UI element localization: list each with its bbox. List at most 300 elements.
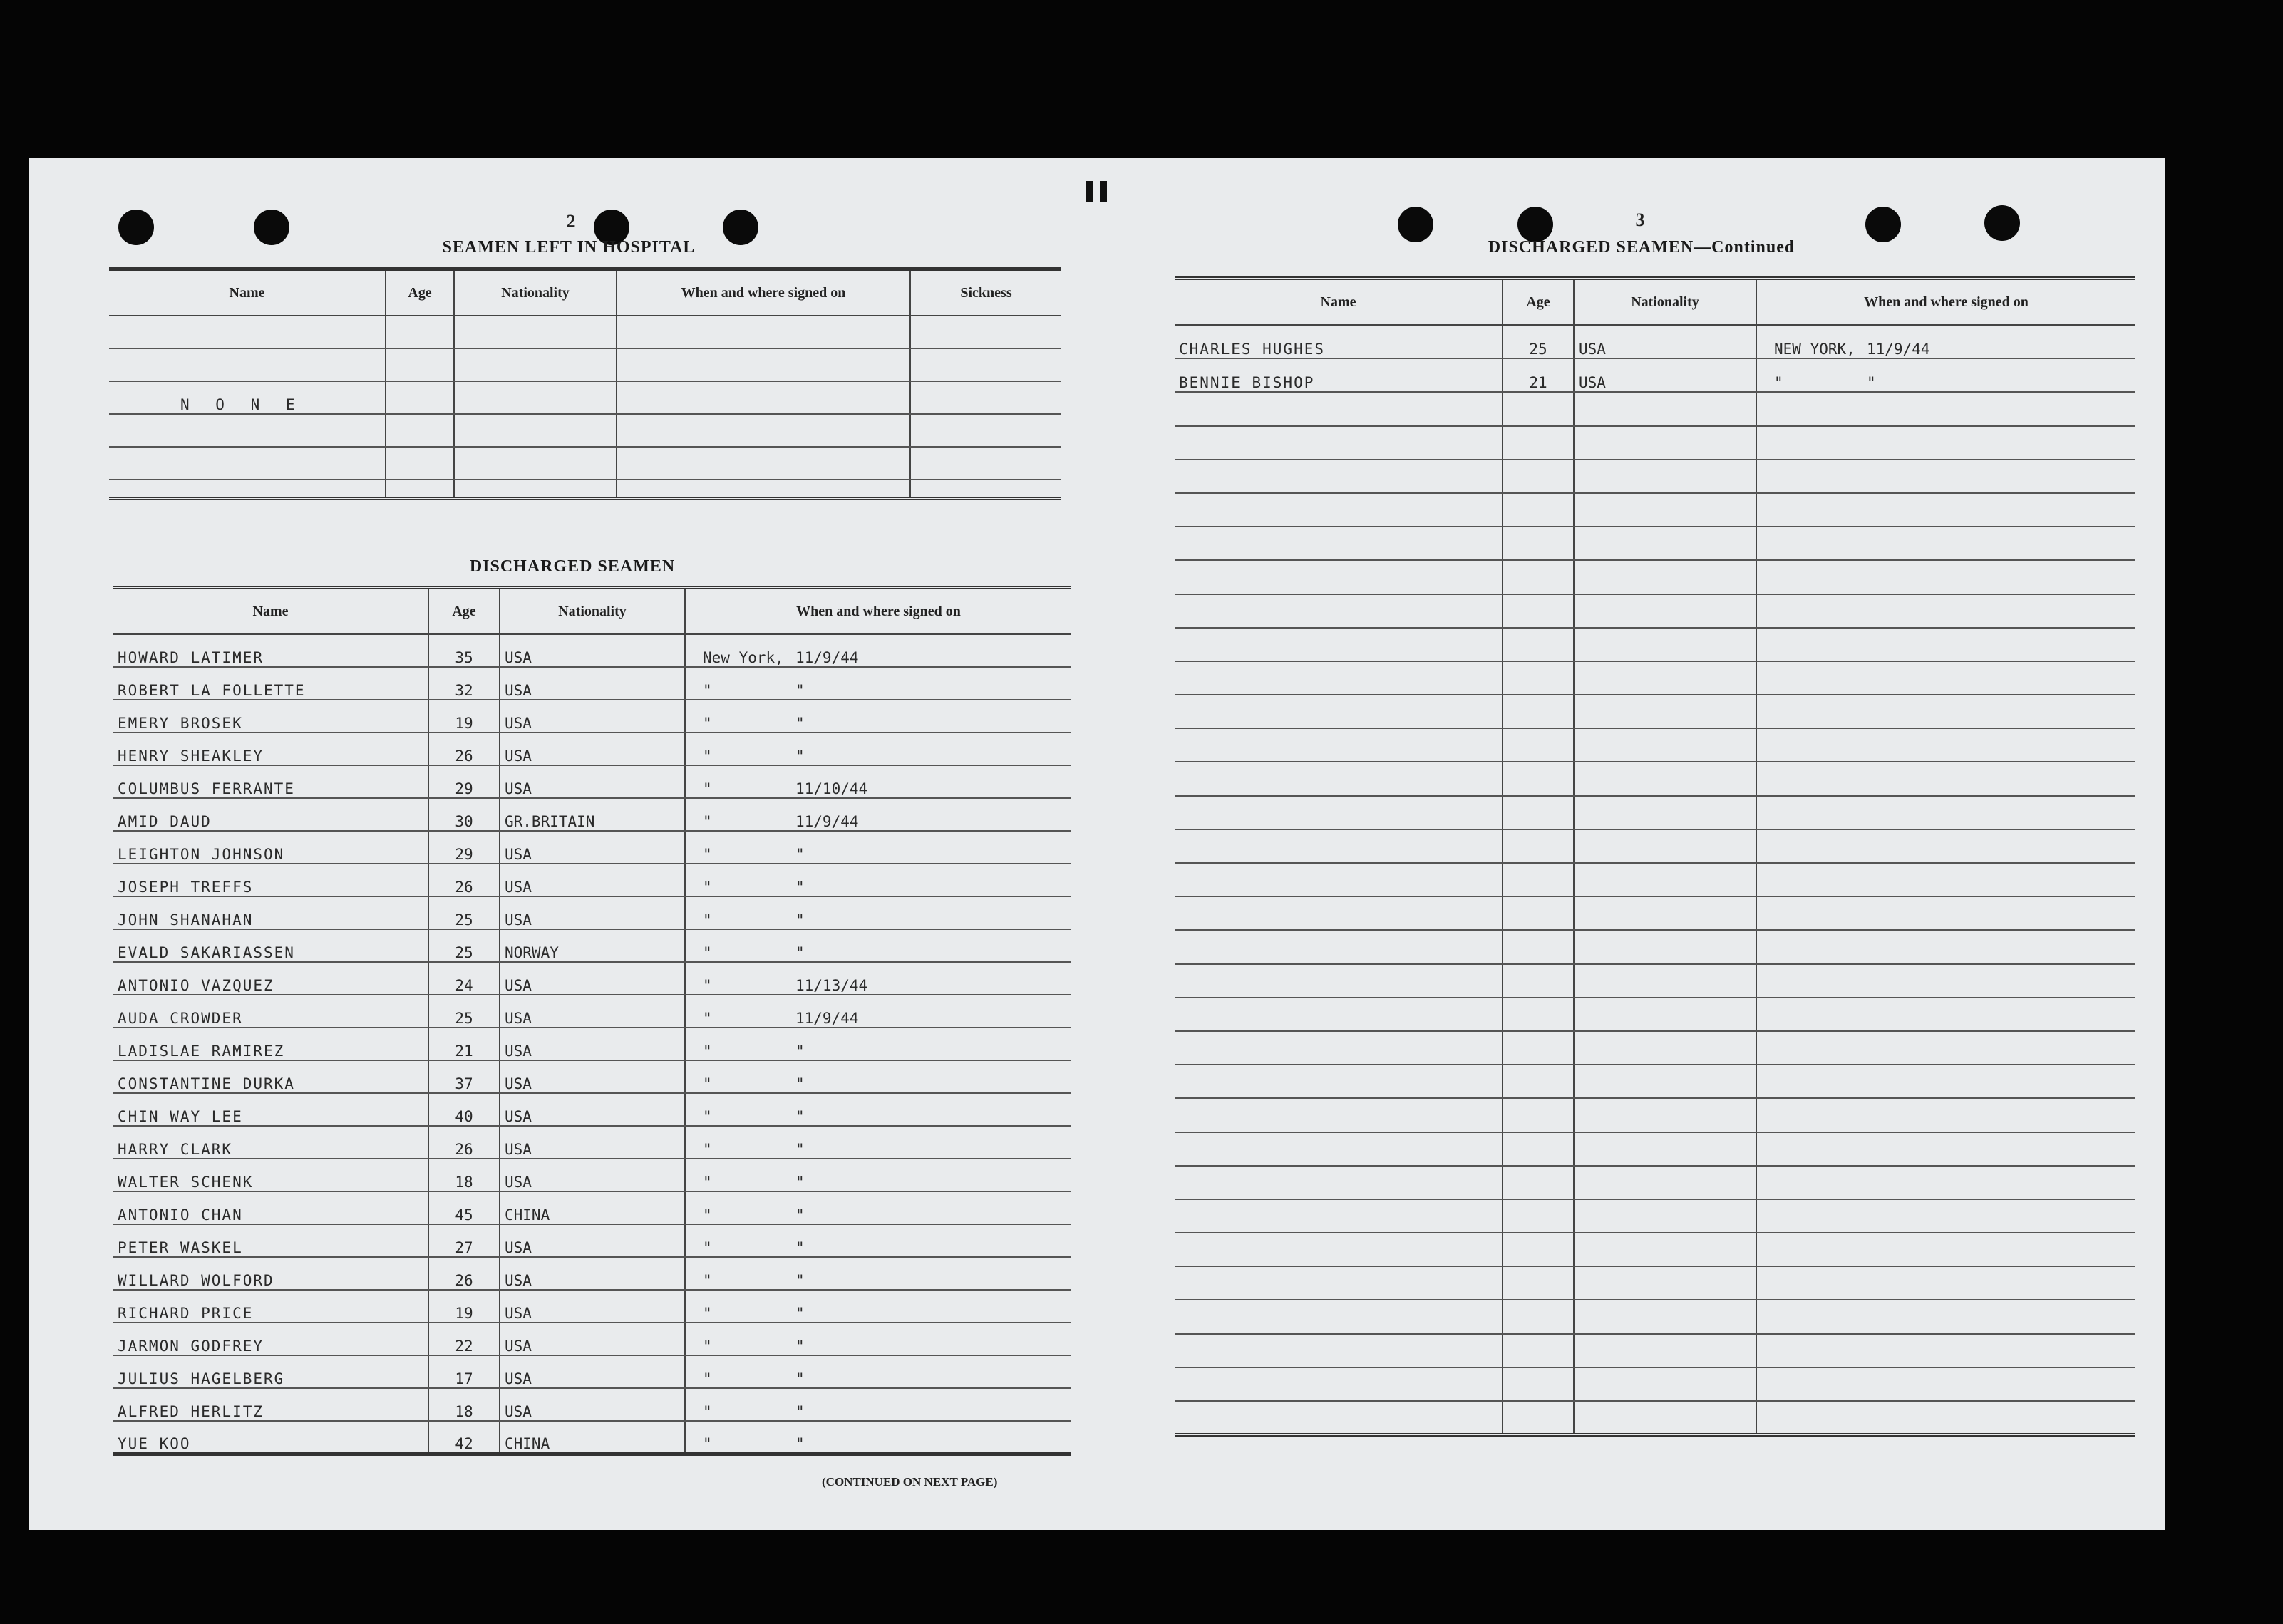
seaman-name: CHIN WAY LEE bbox=[113, 1093, 428, 1126]
signed-on-cell bbox=[1756, 358, 2135, 392]
signed-on-cell bbox=[685, 1388, 1071, 1421]
table-row bbox=[1175, 1132, 2135, 1166]
signed-on-cell bbox=[1756, 560, 2135, 594]
seaman-nationality bbox=[1574, 1132, 1756, 1166]
table-header-row bbox=[109, 269, 1061, 316]
signed-place: " bbox=[703, 1434, 712, 1452]
signed-on-cell bbox=[685, 1093, 1071, 1126]
signed-on-cell bbox=[1756, 493, 2135, 527]
seaman-name bbox=[1175, 695, 1503, 728]
signed-on-cell bbox=[1756, 998, 2135, 1031]
seaman-nationality bbox=[1574, 1031, 1756, 1065]
signed-on-cell bbox=[1756, 392, 2135, 425]
seaman-nationality: USA bbox=[500, 1388, 685, 1421]
signed-place: " bbox=[703, 1075, 712, 1092]
seaman-age: 21 bbox=[1503, 358, 1574, 392]
seaman-nationality bbox=[1574, 829, 1756, 863]
table-row bbox=[1175, 1098, 2135, 1132]
table-row bbox=[113, 1159, 1071, 1191]
seaman-name bbox=[1175, 1031, 1503, 1065]
table-row bbox=[113, 733, 1071, 765]
signed-on-cell bbox=[685, 1257, 1071, 1290]
seaman-name: EMERY BROSEK bbox=[113, 700, 428, 733]
table-row bbox=[1175, 594, 2135, 628]
table-row bbox=[1175, 695, 2135, 728]
seaman-age bbox=[1503, 796, 1574, 829]
seaman-nationality: USA bbox=[500, 1224, 685, 1257]
column-header-signed-on: When and where signed on bbox=[617, 269, 910, 316]
seaman-nationality bbox=[1574, 964, 1756, 998]
table-row bbox=[1175, 896, 2135, 930]
signed-place: " bbox=[703, 977, 712, 994]
table-row bbox=[1175, 863, 2135, 896]
seaman-nationality: USA bbox=[500, 1093, 685, 1126]
seaman-age: 19 bbox=[428, 1290, 500, 1323]
signed-date: " bbox=[795, 682, 805, 699]
column-header-age: Age bbox=[386, 269, 454, 316]
seaman-age: 19 bbox=[428, 700, 500, 733]
seaman-name: RICHARD PRICE bbox=[113, 1290, 428, 1323]
table-row bbox=[1175, 1300, 2135, 1333]
table-row bbox=[113, 896, 1071, 929]
seaman-nationality: USA bbox=[500, 831, 685, 864]
seaman-name bbox=[1175, 796, 1503, 829]
table-row bbox=[1175, 392, 2135, 425]
signed-on-cell bbox=[685, 1290, 1071, 1323]
table-row bbox=[1175, 964, 2135, 998]
signed-on-cell bbox=[685, 896, 1071, 929]
seaman-name bbox=[1175, 493, 1503, 527]
seaman-name: AMID DAUD bbox=[113, 798, 428, 831]
seaman-nationality bbox=[1574, 896, 1756, 930]
seaman-name: JARMON GODFREY bbox=[113, 1323, 428, 1355]
column-header-age: Age bbox=[428, 588, 500, 635]
table-row bbox=[109, 480, 1061, 498]
table-row bbox=[113, 700, 1071, 733]
table-row bbox=[1175, 426, 2135, 460]
signed-place: " bbox=[703, 1338, 712, 1355]
column-header-signed-on: When and where signed on bbox=[685, 588, 1071, 635]
signed-place: " bbox=[703, 911, 712, 929]
seaman-name: EVALD SAKARIASSEN bbox=[113, 929, 428, 962]
punch-hole bbox=[723, 210, 758, 245]
seaman-age bbox=[1503, 1367, 1574, 1401]
seaman-age: 18 bbox=[428, 1388, 500, 1421]
seaman-name: COLUMBUS FERRANTE bbox=[113, 765, 428, 798]
table-row bbox=[1175, 560, 2135, 594]
table-row bbox=[109, 348, 1061, 381]
signed-on-cell bbox=[685, 831, 1071, 864]
signed-place: " bbox=[703, 682, 712, 699]
signed-date: " bbox=[795, 911, 805, 929]
signed-on-cell bbox=[685, 1224, 1071, 1257]
signed-place: " bbox=[703, 1370, 712, 1387]
signed-date: 11/10/44 bbox=[795, 780, 868, 797]
table-row bbox=[113, 1028, 1071, 1060]
table-row bbox=[1175, 325, 2135, 358]
seaman-nationality bbox=[1574, 460, 1756, 493]
signed-on-cell bbox=[685, 1421, 1071, 1454]
signed-on-cell bbox=[685, 634, 1071, 667]
seaman-age: 42 bbox=[428, 1421, 500, 1454]
punch-hole bbox=[118, 210, 154, 245]
signed-on-cell bbox=[685, 929, 1071, 962]
seaman-name bbox=[1175, 1233, 1503, 1266]
continued-note: (CONTINUED ON NEXT PAGE) bbox=[822, 1475, 998, 1489]
page-number-left: 2 bbox=[566, 211, 576, 232]
signed-on-cell bbox=[1756, 628, 2135, 661]
signed-on-cell bbox=[685, 798, 1071, 831]
table-row bbox=[113, 634, 1071, 667]
table-row bbox=[1175, 728, 2135, 762]
signed-date: " bbox=[795, 1174, 805, 1191]
document-sheet bbox=[29, 158, 2165, 1530]
seaman-nationality bbox=[1574, 930, 1756, 963]
seaman-age bbox=[1503, 695, 1574, 728]
table-row bbox=[1175, 998, 2135, 1031]
fold-mark bbox=[1100, 181, 1107, 202]
seaman-name bbox=[1175, 728, 1503, 762]
seaman-nationality: CHINA bbox=[500, 1191, 685, 1224]
seaman-name bbox=[1175, 896, 1503, 930]
signed-date: " bbox=[795, 1108, 805, 1125]
seaman-age: 29 bbox=[428, 831, 500, 864]
seaman-name: ANTONIO CHAN bbox=[113, 1191, 428, 1224]
seaman-nationality: USA bbox=[500, 667, 685, 700]
seaman-name: BENNIE BISHOP bbox=[1175, 358, 1503, 392]
seaman-nationality bbox=[1574, 1166, 1756, 1199]
signed-date: " bbox=[795, 1370, 805, 1387]
seaman-age bbox=[1503, 594, 1574, 628]
signed-on-cell bbox=[1756, 896, 2135, 930]
signed-place: " bbox=[703, 1206, 712, 1224]
signed-place: " bbox=[1774, 374, 1783, 392]
signed-place: " bbox=[703, 1272, 712, 1289]
seaman-age bbox=[1503, 661, 1574, 695]
seaman-name bbox=[1175, 460, 1503, 493]
signed-on-cell bbox=[1756, 1401, 2135, 1434]
table-row bbox=[113, 1093, 1071, 1126]
seaman-nationality: USA bbox=[500, 1028, 685, 1060]
signed-on-cell bbox=[1756, 863, 2135, 896]
seaman-age bbox=[1503, 426, 1574, 460]
signed-on-cell bbox=[1756, 594, 2135, 628]
signed-date: 11/13/44 bbox=[795, 977, 868, 994]
seaman-age: 24 bbox=[428, 962, 500, 995]
table-row bbox=[1175, 661, 2135, 695]
signed-on-cell bbox=[685, 733, 1071, 765]
signed-on-cell bbox=[1756, 930, 2135, 963]
signed-date: " bbox=[795, 1239, 805, 1256]
signed-date: " bbox=[795, 715, 805, 732]
column-header-name: Name bbox=[109, 269, 386, 316]
seaman-name bbox=[1175, 1065, 1503, 1098]
signed-place: " bbox=[703, 1403, 712, 1420]
seaman-age bbox=[1503, 1132, 1574, 1166]
seaman-name: CHARLES HUGHES bbox=[1175, 325, 1503, 358]
seaman-nationality bbox=[1574, 695, 1756, 728]
seaman-nationality bbox=[1574, 863, 1756, 896]
seaman-name bbox=[1175, 426, 1503, 460]
signed-on-cell bbox=[1756, 1166, 2135, 1199]
table-row bbox=[113, 1323, 1071, 1355]
signed-on-cell bbox=[685, 1159, 1071, 1191]
table-row bbox=[1175, 796, 2135, 829]
continued-title: DISCHARGED SEAMEN—Continued bbox=[1488, 238, 1795, 257]
signed-on-cell bbox=[1756, 1132, 2135, 1166]
signed-on-cell bbox=[685, 1060, 1071, 1093]
seaman-age: 25 bbox=[428, 995, 500, 1028]
table-row bbox=[109, 414, 1061, 447]
seaman-nationality: USA bbox=[500, 765, 685, 798]
signed-date: " bbox=[795, 1043, 805, 1060]
signed-date: " bbox=[795, 1403, 805, 1420]
column-header-nationality: Nationality bbox=[1574, 279, 1756, 326]
seaman-nationality: CHINA bbox=[500, 1421, 685, 1454]
signed-date: " bbox=[795, 1075, 805, 1092]
seaman-age: 30 bbox=[428, 798, 500, 831]
signed-place: " bbox=[703, 1043, 712, 1060]
seaman-age bbox=[1503, 1401, 1574, 1434]
seaman-name bbox=[1175, 998, 1503, 1031]
signed-on-cell bbox=[1756, 1098, 2135, 1132]
seaman-nationality: USA bbox=[500, 864, 685, 896]
seaman-age bbox=[1503, 1166, 1574, 1199]
seaman-nationality bbox=[1574, 1300, 1756, 1333]
table-row bbox=[1175, 1401, 2135, 1434]
seaman-age: 32 bbox=[428, 667, 500, 700]
signed-on-cell bbox=[1756, 325, 2135, 358]
signed-on-cell bbox=[1756, 1300, 2135, 1333]
column-header-sickness: Sickness bbox=[910, 269, 1061, 316]
seaman-name: ANTONIO VAZQUEZ bbox=[113, 962, 428, 995]
table-row bbox=[1175, 829, 2135, 863]
signed-date: " bbox=[1867, 374, 1876, 392]
signed-place: " bbox=[703, 748, 712, 765]
seaman-nationality: USA bbox=[500, 1126, 685, 1159]
table-row bbox=[109, 447, 1061, 480]
discharged-table bbox=[113, 586, 1071, 1456]
seaman-age bbox=[1503, 829, 1574, 863]
seaman-name bbox=[1175, 527, 1503, 560]
table-row bbox=[113, 1421, 1071, 1454]
seaman-name bbox=[1175, 628, 1503, 661]
signed-date: " bbox=[795, 1338, 805, 1355]
signed-place: " bbox=[703, 1174, 712, 1191]
punch-hole bbox=[254, 210, 289, 245]
signed-date: " bbox=[795, 1305, 805, 1322]
signed-on-cell bbox=[1756, 661, 2135, 695]
table-row bbox=[113, 798, 1071, 831]
signed-on-cell bbox=[1756, 796, 2135, 829]
seaman-nationality: USA bbox=[500, 634, 685, 667]
seaman-name bbox=[1175, 1401, 1503, 1434]
seaman-age: 35 bbox=[428, 634, 500, 667]
signed-place: " bbox=[703, 879, 712, 896]
signed-on-cell bbox=[685, 864, 1071, 896]
seaman-age bbox=[1503, 863, 1574, 896]
seaman-name bbox=[1175, 1334, 1503, 1367]
table-row bbox=[113, 831, 1071, 864]
seaman-age bbox=[1503, 1300, 1574, 1333]
seaman-age: 25 bbox=[428, 896, 500, 929]
seaman-name: LEIGHTON JOHNSON bbox=[113, 831, 428, 864]
table-row bbox=[1175, 493, 2135, 527]
seaman-age bbox=[1503, 527, 1574, 560]
seaman-nationality: USA bbox=[500, 1257, 685, 1290]
signed-on-cell bbox=[685, 1323, 1071, 1355]
hospital-entry: N O N E bbox=[109, 381, 386, 414]
signed-on-cell bbox=[685, 700, 1071, 733]
seaman-name bbox=[1175, 1367, 1503, 1401]
signed-on-cell bbox=[1756, 964, 2135, 998]
seaman-name: ALFRED HERLITZ bbox=[113, 1388, 428, 1421]
table-row bbox=[113, 1355, 1071, 1388]
column-header-signed-on: When and where signed on bbox=[1756, 279, 2135, 326]
column-header-nationality: Nationality bbox=[454, 269, 617, 316]
seaman-name: YUE KOO bbox=[113, 1421, 428, 1454]
table-row bbox=[1175, 1065, 2135, 1098]
table-row bbox=[113, 1257, 1071, 1290]
signed-on-cell bbox=[685, 995, 1071, 1028]
column-header-age: Age bbox=[1503, 279, 1574, 326]
signed-date: " bbox=[795, 879, 805, 896]
continued-table bbox=[1175, 276, 2135, 1437]
seaman-nationality bbox=[1574, 762, 1756, 795]
seaman-nationality: USA bbox=[1574, 325, 1756, 358]
seaman-nationality bbox=[1574, 1266, 1756, 1300]
table-row bbox=[113, 864, 1071, 896]
seaman-name: WALTER SCHENK bbox=[113, 1159, 428, 1191]
fold-mark bbox=[1086, 181, 1093, 202]
seaman-age: 26 bbox=[428, 864, 500, 896]
seaman-age bbox=[1503, 1031, 1574, 1065]
seaman-age bbox=[1503, 1233, 1574, 1266]
seaman-name: ROBERT LA FOLLETTE bbox=[113, 667, 428, 700]
seaman-age: 37 bbox=[428, 1060, 500, 1093]
signed-on-cell bbox=[1756, 1233, 2135, 1266]
seaman-age: 26 bbox=[428, 1257, 500, 1290]
signed-date: 11/9/44 bbox=[795, 1010, 859, 1027]
signed-on-cell bbox=[1756, 460, 2135, 493]
seaman-nationality bbox=[1574, 560, 1756, 594]
signed-on-cell bbox=[1756, 1367, 2135, 1401]
signed-date: " bbox=[795, 944, 805, 961]
seaman-name bbox=[1175, 1166, 1503, 1199]
signed-on-cell bbox=[1756, 829, 2135, 863]
signed-on-cell bbox=[1756, 1199, 2135, 1233]
column-header-nationality: Nationality bbox=[500, 588, 685, 635]
seaman-name bbox=[1175, 829, 1503, 863]
signed-on-cell bbox=[685, 1028, 1071, 1060]
seaman-name: JULIUS HAGELBERG bbox=[113, 1355, 428, 1388]
seaman-name bbox=[1175, 930, 1503, 963]
seaman-nationality: USA bbox=[500, 1355, 685, 1388]
seaman-age bbox=[1503, 628, 1574, 661]
seaman-nationality bbox=[1574, 1334, 1756, 1367]
seaman-age bbox=[1503, 460, 1574, 493]
signed-on-cell bbox=[1756, 1065, 2135, 1098]
seaman-name bbox=[1175, 1132, 1503, 1166]
seaman-nationality bbox=[1574, 728, 1756, 762]
seaman-nationality: USA bbox=[500, 896, 685, 929]
signed-date: 11/9/44 bbox=[795, 813, 859, 830]
signed-on-cell bbox=[685, 1191, 1071, 1224]
seaman-age bbox=[1503, 1199, 1574, 1233]
seaman-name: HENRY SHEAKLEY bbox=[113, 733, 428, 765]
table-row bbox=[109, 316, 1061, 348]
seaman-age bbox=[1503, 1065, 1574, 1098]
table-row bbox=[109, 381, 1061, 414]
seaman-name bbox=[1175, 964, 1503, 998]
table-header-row bbox=[1175, 279, 2135, 326]
signed-on-cell bbox=[1756, 1334, 2135, 1367]
seaman-name bbox=[1175, 863, 1503, 896]
table-row bbox=[113, 962, 1071, 995]
table-row bbox=[1175, 358, 2135, 392]
seaman-age bbox=[1503, 896, 1574, 930]
table-row bbox=[1175, 1233, 2135, 1266]
seaman-nationality: USA bbox=[500, 995, 685, 1028]
seaman-nationality: USA bbox=[1574, 358, 1756, 392]
seaman-name: AUDA CROWDER bbox=[113, 995, 428, 1028]
table-row bbox=[1175, 628, 2135, 661]
table-row bbox=[113, 1191, 1071, 1224]
table-row bbox=[113, 765, 1071, 798]
seaman-age bbox=[1503, 1266, 1574, 1300]
table-row bbox=[1175, 1166, 2135, 1199]
signed-place: " bbox=[703, 780, 712, 797]
table-row bbox=[113, 1290, 1071, 1323]
seaman-age: 21 bbox=[428, 1028, 500, 1060]
discharged-title: DISCHARGED SEAMEN bbox=[469, 557, 676, 576]
seaman-name bbox=[1175, 1266, 1503, 1300]
table-row bbox=[1175, 1367, 2135, 1401]
column-header-name: Name bbox=[113, 588, 428, 635]
signed-place: " bbox=[703, 813, 712, 830]
table-header-row bbox=[113, 588, 1071, 635]
seaman-name bbox=[1175, 1098, 1503, 1132]
signed-place: NEW YORK, bbox=[1774, 341, 1855, 358]
signed-on-cell bbox=[1756, 1031, 2135, 1065]
seaman-name: CONSTANTINE DURKA bbox=[113, 1060, 428, 1093]
seaman-nationality: USA bbox=[500, 1060, 685, 1093]
seaman-age bbox=[1503, 560, 1574, 594]
seaman-nationality bbox=[1574, 1367, 1756, 1401]
seaman-nationality bbox=[1574, 1233, 1756, 1266]
signed-place: " bbox=[703, 1108, 712, 1125]
table-row bbox=[1175, 930, 2135, 963]
hospital-table bbox=[109, 267, 1061, 500]
signed-date: " bbox=[795, 846, 805, 863]
signed-place: New York, bbox=[703, 649, 784, 666]
seaman-age bbox=[1503, 1334, 1574, 1367]
signed-on-cell bbox=[1756, 762, 2135, 795]
signed-date: 11/9/44 bbox=[795, 649, 859, 666]
seaman-nationality bbox=[1574, 628, 1756, 661]
seaman-nationality bbox=[1574, 1199, 1756, 1233]
seaman-age bbox=[1503, 964, 1574, 998]
table-row bbox=[1175, 1334, 2135, 1367]
seaman-age: 29 bbox=[428, 765, 500, 798]
hospital-title: SEAMEN LEFT IN HOSPITAL bbox=[442, 238, 696, 257]
seaman-nationality bbox=[1574, 1065, 1756, 1098]
signed-on-cell bbox=[1756, 527, 2135, 560]
signed-place: " bbox=[703, 944, 712, 961]
seaman-nationality: NORWAY bbox=[500, 929, 685, 962]
seaman-age: 17 bbox=[428, 1355, 500, 1388]
seaman-age: 45 bbox=[428, 1191, 500, 1224]
